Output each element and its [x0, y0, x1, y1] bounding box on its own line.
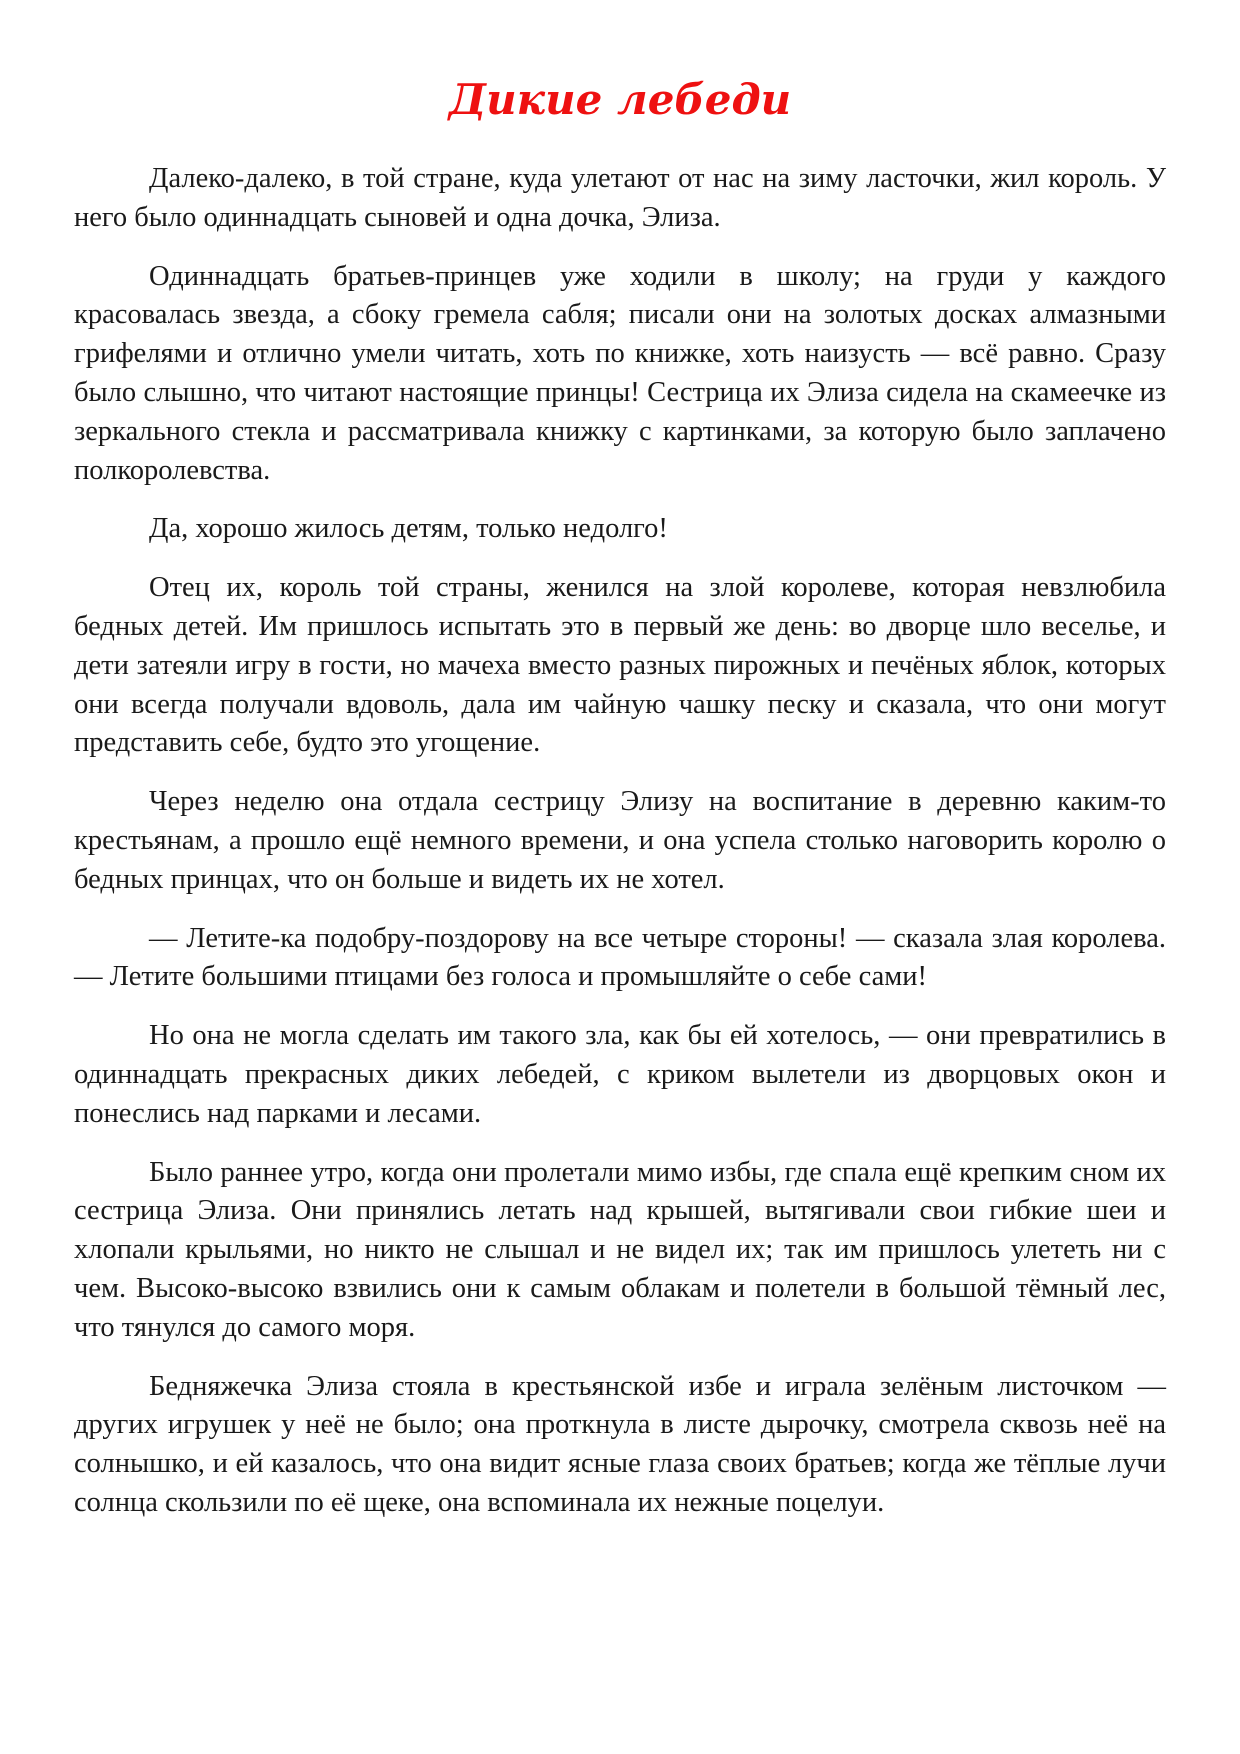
paragraph-7: Но она не могла сделать им такого зла, как бы ей хотелось, — они превратились в одиннадцать прекрасных диких лебедей, с криком вылетели из дворцовых окон и понеслись над парками и лесами.: [74, 1020, 1166, 1129]
paragraph-5: Через неделю она отдала сестрицу Элизу на воспитание в деревню каким-то крестьянам, а прошло ещё немного времени, и она успела столько наговорить королю о бедных принцах, что он больше и видеть их не хотел.: [74, 786, 1166, 895]
paragraph-9: Бедняжечка Элиза стояла в крестьянской избе и играла зелёным листочком — других игрушек у неё не было; она проткнула в листе дырочку, смотрела сквозь неё на солнышко, и ей казалось, что она видит ясные глаза своих братьев; когда же тёплые лучи солнца скользили по её щеке, она вспоминала их нежные поцелуи.: [74, 1370, 1166, 1518]
paragraph-8: Было раннее утро, когда они пролетали мимо избы, где спала ещё крепким сном их сестрица Элиза. Они принялись летать над крышей, вытягивали свои гибкие шеи и хлопали крыльями, но никто не слышал и не видел их; так им пришлось улететь ни с чем. Высоко-высоко взвились они к самым облакам и полетели в большой тёмный лес, что тянулся до самого моря.: [74, 1156, 1166, 1343]
paragraph-6: — Летите-ка подобру-поздорову на все четыре стороны! — сказала злая королева. — Летите большими птицами без голоса и промышляйте о себе сами!: [74, 922, 1166, 993]
paragraph-1: Далеко-далеко, в той стране, куда улетают от нас на зиму ласточки, жил король. У него было одиннадцать сыновей и одна дочка, Элиза.: [74, 163, 1166, 233]
page-title: Дикие лебеди: [448, 75, 792, 124]
paragraph-2: Одиннадцать братьев-принцев уже ходили в школу; на груди у каждого красовалась звезда, а сбоку гремела сабля; писали они на золотых досках алмазными грифелями и отлично умели читать, хоть по книжке, хоть наизусть — всё равно. Сразу было слышно, что читают настоящие принцы! Сестрица их Элиза сидела на скамеечке из зеркального стекла и рассматривала книжку с картинками, за которую было заплачено полкоролевства.: [74, 260, 1166, 486]
paragraph-3: Да, хорошо жилось детям, только недолго!: [149, 513, 668, 545]
story-text: [74, 160, 1166, 1543]
paragraph-4: Отец их, король той страны, женился на злой королеве, которая невзлюбила бедных детей. Им пришлось испытать это в первый же день: во дворце шло веселье, и дети затеяли игру в гости, но мачеха вместо разных пирожных и печёных яблок, которых они всегда получали вдоволь, дала им чайную чашку песку и сказала, что они могут представить себе, будто это угощение.: [74, 572, 1166, 759]
